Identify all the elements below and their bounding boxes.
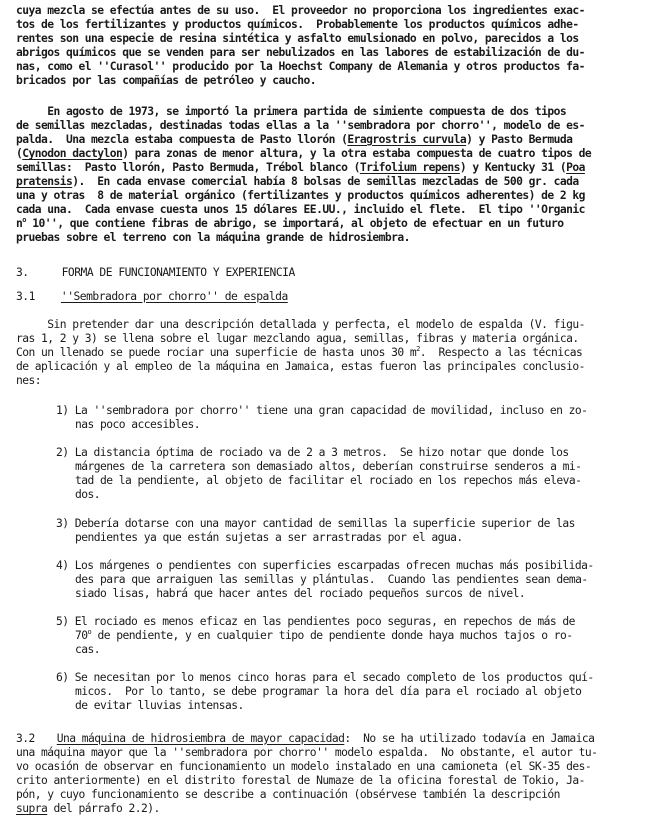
text-line: Sin pretender dar una descripción detallada y perfecta, el modelo de espalda (V. figu- bbox=[16, 317, 585, 331]
text-segment: ( bbox=[16, 146, 23, 160]
text-segment: ). En cada envase comercial había 8 bolsas de semillas mezcladas de 500 gr. cada bbox=[72, 175, 579, 189]
list-marker: 5) bbox=[56, 615, 69, 628]
text-line: nas, como el ''Curasol'' producido por la Hoechst Company de Alemania y otros productos fa- bbox=[16, 60, 585, 74]
list-marker: 6) bbox=[56, 671, 69, 685]
text-line: márgenes de la carretera son demasiado altos, deberían construirse senderos a mi- bbox=[75, 460, 582, 474]
text-segment: de pendiente, y en cualquier tipo de pendiente donde haya muchos tajos o ro- bbox=[91, 629, 573, 643]
text-segment: palda. Una mezcla estaba compuesta de Pasto llorón ( bbox=[16, 132, 348, 146]
text-line: cuya mezcla se efectúa antes de su uso. El proveedor no proporciona los ingredientes exac- bbox=[16, 4, 585, 17]
conclusions-list bbox=[16, 404, 636, 714]
text-line: de evitar lluvias intensas. bbox=[75, 699, 244, 713]
text-line: nes: bbox=[16, 373, 42, 387]
text-segment: El rociado es menos eficaz en las pendientes poco seguras, en repechos de más de bbox=[74, 615, 575, 628]
list-marker: 3) bbox=[56, 516, 69, 530]
text-line: rentes son una especie de resina sintética y asfalto emulsionado en polvo, parecidos a los bbox=[16, 32, 579, 46]
text-segment: semillas: Pasto llorón, Pasto Bermuda, Trébol blanco ( bbox=[16, 160, 360, 174]
text-line bbox=[16, 517, 636, 531]
text-line: vo ocasión de observar en funcionamiento un modelo instalado en una camioneta (el SK-35 des- bbox=[16, 759, 592, 773]
text-line: una y otras 8 de material orgánico (fertilizantes y productos químicos adherentes) de 2 kg bbox=[16, 189, 585, 203]
section-number: 3.1 bbox=[16, 289, 35, 303]
text-line bbox=[16, 615, 636, 629]
list-item bbox=[16, 517, 636, 545]
superscript: o bbox=[22, 216, 26, 225]
text-line: des para que arraiguen las semillas y plántulas. Cuando las pendientes sean dema- bbox=[75, 572, 588, 586]
text-line: cas. bbox=[75, 643, 101, 657]
text-line: En agosto de 1973, se importó la primera partida de simiente compuesta de dos tipos bbox=[16, 104, 567, 118]
text-line: dos. bbox=[75, 488, 101, 502]
text-segment: 10'', que contiene fibras de abrigo, se importará, al objeto de efectuar en un futuro bbox=[25, 217, 564, 231]
paragraph-backpack bbox=[16, 318, 636, 388]
text-segment: n bbox=[16, 217, 23, 231]
text-segment: Se necesitan por lo menos cinco horas para el secado completo de los productos quí- bbox=[74, 671, 594, 685]
list-marker: 1) bbox=[56, 403, 69, 417]
text-line bbox=[16, 175, 636, 189]
text-segment: : No se ha utilizado todavía en Jamaica bbox=[344, 731, 595, 745]
emphasis-supra: supra bbox=[16, 802, 48, 816]
list-item bbox=[16, 446, 636, 502]
text-segment: ) y Kentucky 31 ( bbox=[459, 160, 567, 174]
text-line: tos de los fertilizantes y productos químicos. Probablemente los productos químicos adhe- bbox=[16, 18, 579, 32]
text-line bbox=[16, 629, 636, 643]
species-name: Cynodon dactylon bbox=[22, 146, 123, 160]
list-marker: 2) bbox=[56, 446, 69, 460]
text-line: pruebas sobre el terreno con la máquina grande de hidrosiembra. bbox=[16, 231, 410, 245]
text-line: de semillas mezcladas, destinadas todas ellas a la ''sembradora por chorro'', modelo de es- bbox=[16, 118, 585, 132]
text-segment: 70 bbox=[75, 629, 88, 643]
text-line: cada una. Cada envase cuesta unos 15 dólares EE.UU., incluido el flete. El tipo ''Organic bbox=[16, 203, 585, 217]
text-line bbox=[16, 732, 636, 746]
list-item bbox=[16, 404, 636, 432]
text-segment: La distancia óptima de rociado va de 2 a 3 metros. Se hizo notar que donde los bbox=[74, 446, 569, 460]
text-line bbox=[16, 217, 636, 231]
text-line bbox=[16, 147, 636, 161]
text-line: siado lisas, habrá que hacer antes del rociado pequeños surcos de nivel. bbox=[75, 586, 526, 600]
text-line bbox=[16, 133, 636, 147]
text-segment: ) para zonas de menor altura, y la otra estaba compuesta de cuatro tipos de bbox=[122, 146, 592, 160]
paragraph-seeds bbox=[16, 105, 636, 246]
text-line bbox=[16, 346, 636, 360]
text-line: pendientes ya que están sujetas a ser arrastradas por el agua. bbox=[75, 530, 463, 544]
text-line: bricados por las compañías de petróleo y caucho. bbox=[16, 74, 317, 88]
text-line: nas poco accesibles. bbox=[75, 418, 201, 432]
text-segment: Con un llenado se puede rociar una superficie de hasta unos 30 m bbox=[16, 345, 417, 359]
text-line bbox=[16, 671, 636, 685]
section-number: 3. bbox=[16, 265, 29, 279]
text-line bbox=[16, 559, 636, 573]
species-name: Eragrostris curvula bbox=[347, 132, 467, 146]
text-segment: ) y Pasto Bermuda bbox=[466, 132, 573, 146]
list-item bbox=[16, 615, 636, 657]
text-line: micos. Por lo tanto, se debe programar la hora del día para el rociado al objeto bbox=[75, 685, 582, 699]
species-name: Trifolium repens bbox=[359, 160, 460, 174]
text-segment: La ''sembradora por chorro'' tiene una gran capacidad de movilidad, incluso en zo- bbox=[74, 403, 588, 417]
section-heading-3 bbox=[16, 266, 636, 280]
text-line: tad de la pendiente, al objeto de facilitar el rociado en los repechos más eleva- bbox=[75, 474, 582, 488]
section-number: 3.2 bbox=[16, 731, 35, 745]
species-name: pratensis bbox=[16, 175, 73, 189]
text-line bbox=[16, 446, 636, 460]
text-line: de aplicación y al empleo de la máquina en Jamaica, estas fueron las principales conclusio- bbox=[16, 359, 585, 373]
paragraph-intro bbox=[16, 4, 636, 89]
text-line bbox=[16, 404, 636, 418]
species-name: Poa bbox=[566, 160, 585, 174]
text-line: crito anteriormente) en el distrito forestal de Numaze de la oficina forestal de Tokio, Ja- bbox=[16, 773, 585, 787]
list-marker: 4) bbox=[56, 558, 69, 572]
superscript: 2 bbox=[416, 344, 420, 353]
document-page bbox=[16, 4, 636, 816]
list-item bbox=[16, 671, 636, 713]
section-heading-3-1 bbox=[16, 290, 636, 304]
text-segment: Los márgenes o pendientes con superficies escarpadas ofrecen muchas más posibilida- bbox=[74, 558, 594, 572]
list-item bbox=[16, 559, 636, 601]
text-line: pón, y cuyo funcionamiento se describe a continuación (obsérvese también la descripción bbox=[16, 787, 560, 801]
text-segment: . Respecto a las técnicas bbox=[419, 345, 583, 359]
text-line: una máquina mayor que la ''sembradora por chorro'' modelo espalda. No obstante, el autor tu- bbox=[16, 745, 598, 759]
text-line: abrigos químicos que se venden para ser nebulizados en las labores de estabilización de du- bbox=[16, 46, 585, 60]
section-title: Una máquina de hidrosiembra de mayor capacidad bbox=[56, 731, 345, 745]
text-segment: del párrafo 2.2). bbox=[47, 802, 160, 816]
text-line bbox=[16, 802, 636, 816]
section-title: FORMA DE FUNCIONAMIENTO Y EXPERIENCIA bbox=[61, 265, 295, 279]
paragraph-section-3-2 bbox=[16, 732, 636, 816]
text-line bbox=[16, 161, 636, 175]
section-title: ''Sembradora por chorro'' de espalda bbox=[60, 289, 288, 303]
text-line: ras 1, 2 y 3) se llena sobre el lugar mezclando agua, semillas, fibras y materia orgánica. bbox=[16, 331, 579, 345]
text-segment: Debería dotarse con una mayor cantidad de semillas la superficie superior de las bbox=[74, 516, 575, 530]
superscript: o bbox=[87, 628, 92, 637]
